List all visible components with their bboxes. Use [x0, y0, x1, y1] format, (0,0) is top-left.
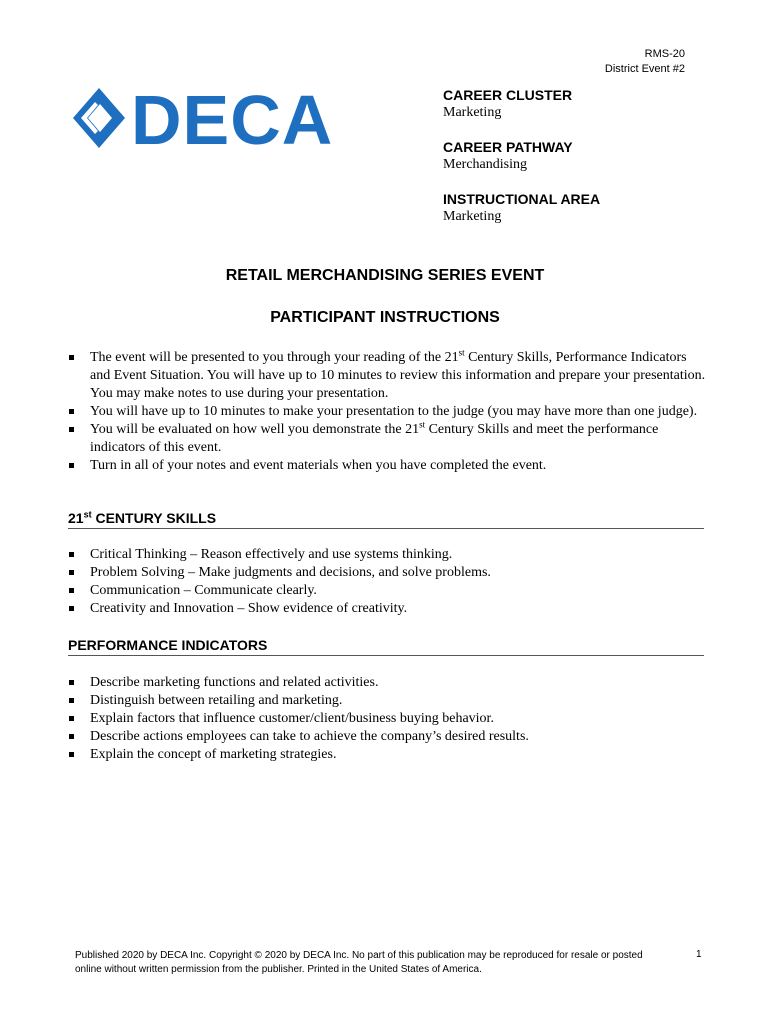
- instruction-item: Turn in all of your notes and event materials when you have completed the event.: [68, 457, 708, 475]
- deca-logo: [73, 86, 373, 150]
- performance-indicators-heading: PERFORMANCE INDICATORS: [68, 636, 704, 656]
- indicator-item: Describe actions employees can take to achieve the company’s desired results.: [68, 728, 708, 746]
- copyright-footer: [75, 949, 675, 977]
- indicator-item: Distinguish between retailing and marketing.: [68, 692, 708, 710]
- instruction-item: You will have up to 10 minutes to make your presentation to the judge (you may have more than one judge).: [68, 403, 708, 421]
- skill-item: Creativity and Innovation – Show evidence of creativity.: [68, 600, 708, 618]
- footer-line: online without written permission from the publisher. Printed in the United States of America.: [75, 964, 482, 975]
- career-cluster-label: CAREER CLUSTER: [443, 87, 573, 103]
- skill-item: Problem Solving – Make judgments and decisions, and solve problems.: [68, 564, 708, 582]
- event-code: RMS-20: [644, 48, 685, 60]
- footer-line: Published 2020 by DECA Inc. Copyright © 2020 by DECA Inc. No part of this publication may be reproduced for resale or posted: [75, 950, 643, 961]
- indicator-item: Describe marketing functions and related activities.: [68, 674, 708, 692]
- event-code-block: [605, 47, 685, 77]
- career-pathway-value: Merchandising: [443, 157, 527, 172]
- page-number: 1: [696, 949, 702, 960]
- career-cluster-value: Marketing: [443, 105, 502, 120]
- career-pathway-label: CAREER PATHWAY: [443, 139, 573, 155]
- indicators-list: [68, 674, 708, 764]
- event-title: RETAIL MERCHANDISING SERIES EVENT: [225, 267, 545, 284]
- century-skills-heading: 21st CENTURY SKILLS: [68, 509, 704, 529]
- instructional-area-value: Marketing: [443, 209, 502, 224]
- indicator-item: Explain the concept of marketing strategies.: [68, 746, 708, 764]
- logo-wordmark: DECA: [131, 86, 334, 150]
- instruction-item: You will be evaluated on how well you demonstrate the 21st Century Skills and meet the performance indicators of this event.: [68, 421, 708, 457]
- district-event-number: District Event #2: [604, 63, 685, 75]
- skills-list: [68, 546, 708, 618]
- instructional-area-label: INSTRUCTIONAL AREA: [443, 191, 601, 207]
- participant-instructions-title: PARTICIPANT INSTRUCTIONS: [270, 309, 500, 326]
- instruction-item: The event will be presented to you through your reading of the 21st Century Skills, Performance Indicators and Event Situation. You will have up to 10 minutes to review this information and prepare your presentation. You may make notes to use during your presentation.: [68, 349, 708, 403]
- instructions-list: [68, 349, 708, 475]
- skill-item: Critical Thinking – Reason effectively and use systems thinking.: [68, 546, 708, 564]
- skill-item: Communication – Communicate clearly.: [68, 582, 708, 600]
- indicator-item: Explain factors that influence customer/client/business buying behavior.: [68, 710, 708, 728]
- career-info-block: [443, 87, 723, 243]
